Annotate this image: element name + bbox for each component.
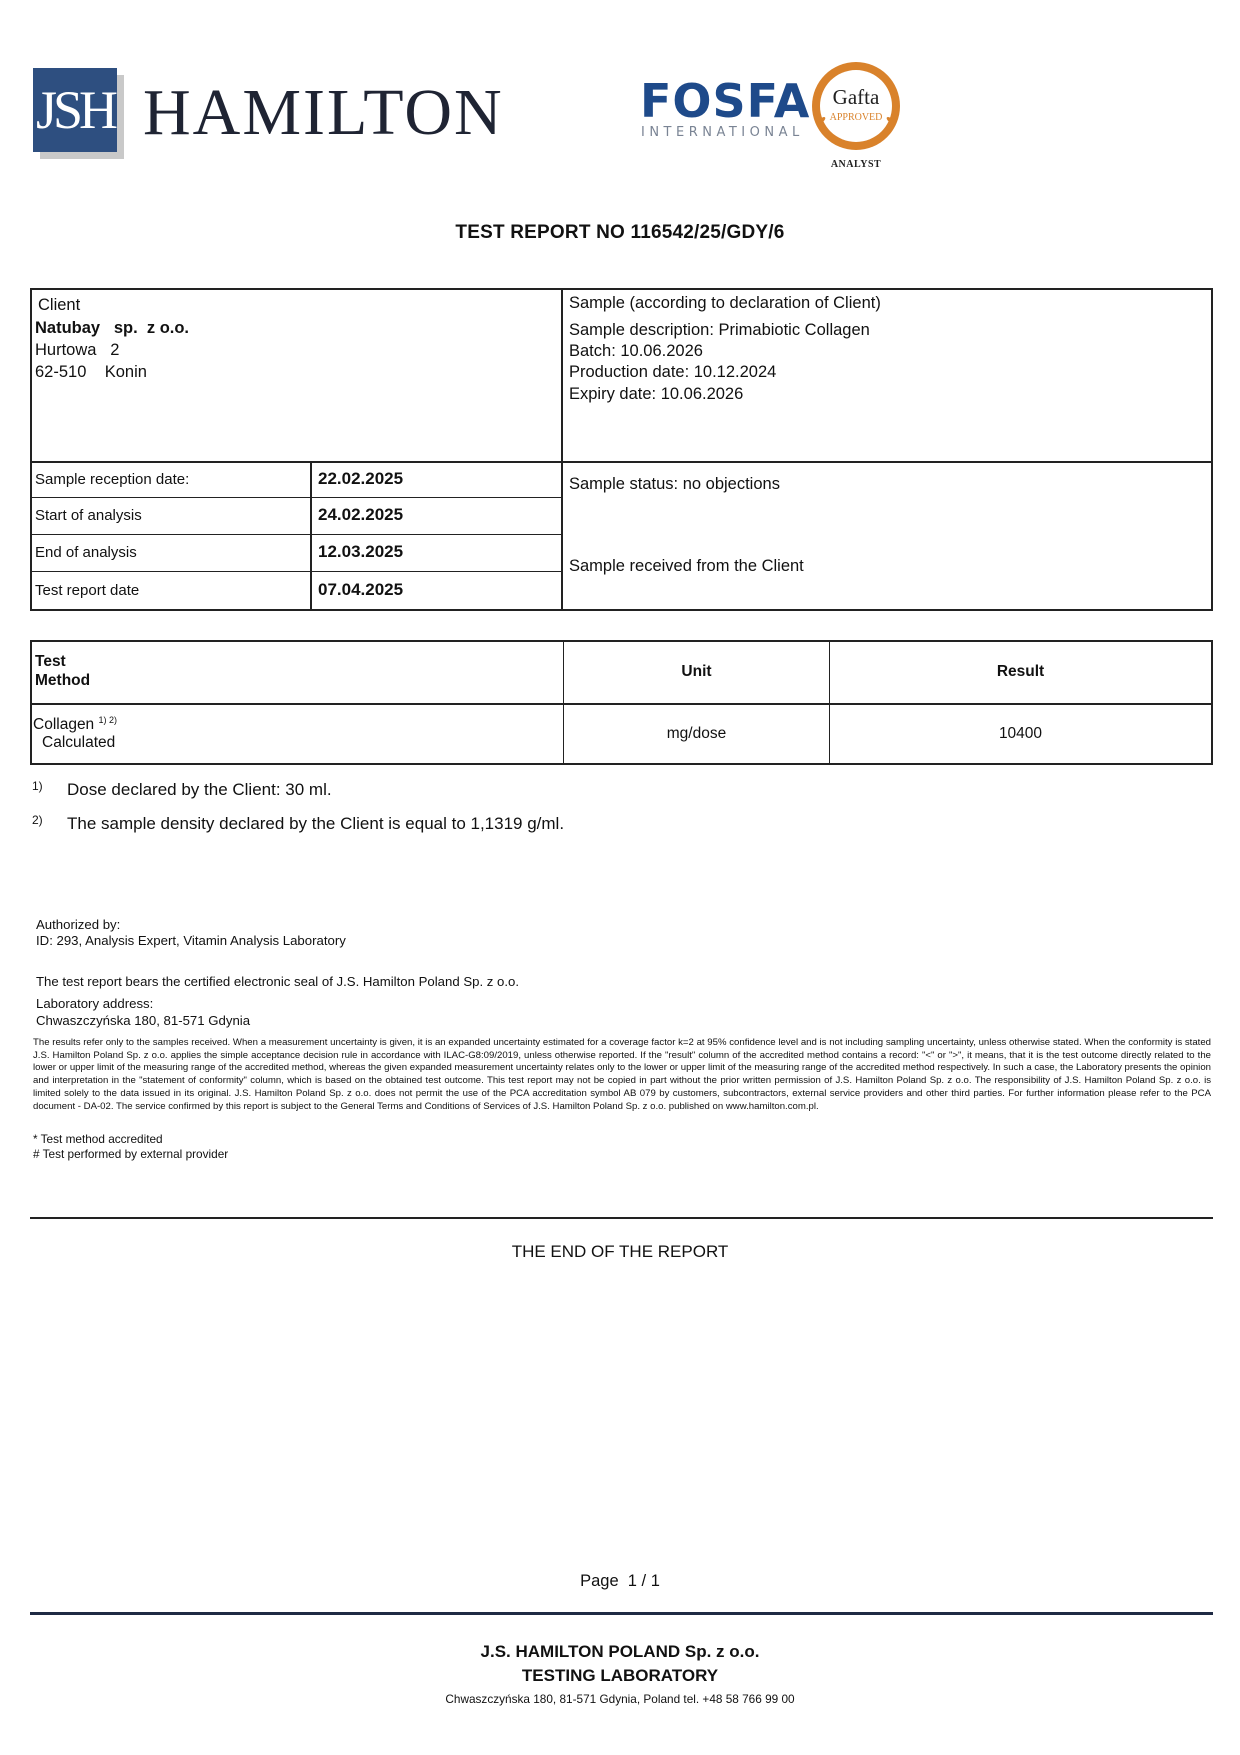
results-header-unit: Unit <box>681 663 712 680</box>
note-2-text: The sample density declared by the Client is equal to 1,1319 g/ml. <box>67 814 565 833</box>
results-header-method: Method <box>35 672 91 689</box>
gafta-analyst-label: ANALYST <box>830 159 882 170</box>
test-result: 10400 <box>998 725 1043 742</box>
page-number: Page 1 / 1 <box>580 1572 660 1590</box>
gafta-approved: APPROVED <box>829 112 883 123</box>
footer-company: J.S. HAMILTON POLAND Sp. z o.o. <box>480 1642 760 1661</box>
client-street: Hurtowa 2 <box>35 341 120 359</box>
footer-lab: TESTING LABORATORY <box>521 1666 719 1685</box>
end-of-report: THE END OF THE REPORT <box>511 1242 729 1261</box>
legend-external: # Test performed by external provider <box>33 1147 229 1161</box>
authorized-by: Authorized by: <box>36 917 121 932</box>
date-value-end: 12.03.2025 <box>318 542 404 561</box>
sample-status: Sample status: no objections <box>569 475 780 493</box>
date-label-reception: Sample reception date: <box>35 471 190 488</box>
report-title: TEST REPORT NO 116542/25/GDY/6 <box>455 222 785 243</box>
end-divider <box>30 1217 1213 1219</box>
sample-expiry-date: Expiry date: 10.06.2026 <box>569 385 744 403</box>
sample-batch: Batch: 10.06.2026 <box>569 342 703 360</box>
note-1-mark: 1) <box>32 779 43 793</box>
test-name: Collagen <box>33 716 95 734</box>
client-heading: Client <box>38 296 81 314</box>
results-header-result: Result <box>996 663 1045 680</box>
date-value-start: 24.02.2025 <box>318 505 404 524</box>
fosfa-logo-text: FOSFA <box>640 74 811 128</box>
gafta-badge-icon <box>808 58 904 154</box>
lab-address-label: Laboratory address: <box>36 996 154 1011</box>
date-label-start: Start of analysis <box>35 507 142 524</box>
note-2-mark: 2) <box>32 813 43 827</box>
disclaimer: The results refer only to the samples received. When a measurement uncertainty is given, it is an expanded uncertainty estimated for a coverage factor k=2 at 95% confidence level and is not including sampling uncertainty, unless otherwise stated. When the conformity is stated J.S. Hamilton Poland Sp. z o.o. applies the simple acceptance decision rule in accordance with ILAC-G8:09/2019, unless otherwise reported. If the "result" column of the accredited method contains a record: "<" or ">", it means, that it is the test outcome directly related to the lower or upper limit of the measuring range of the accredited method, whereas the given expanded measurement uncertainty relates only to the lower or upper limit of the measuring range of the accredited method respectively. In such a case, the Laboratory presents the opinion and interpretation in the "statement of conformity" column, which is based on the obtained test outcome. This test report may not be copied in part without the prior written permission of J.S. Hamilton Poland Sp. z o.o. The responsibility of J.S. Hamilton Poland Sp. z o.o. is limited solely to the data issued in its original. J.S. Hamilton Poland Sp. z o.o. does not permit the use of the PCA accreditation symbol AB 079 by customers, subcontractors, external service providers and other third parties. For further information please refer to the PCA document - DA-02. The service confirmed by this report is subject to the General Terms and Conditions of Services of J.S. Hamilton Poland Sp. z o.o. published on www.hamilton.com.pl. <box>33 1037 1211 1112</box>
results-header-test: Test <box>35 653 66 670</box>
authorized-id: ID: 293, Analysis Expert, Vitamin Analysis Laboratory <box>36 933 346 948</box>
gafta-word: Gafta <box>832 85 880 109</box>
test-unit: mg/dose <box>666 725 727 742</box>
client-city: 62-510 Konin <box>35 363 147 381</box>
sample-heading: Sample (according to declaration of Client) <box>569 294 881 312</box>
seal-statement: The test report bears the certified electronic seal of J.S. Hamilton Poland Sp. z o.o. <box>36 974 520 989</box>
sample-received: Sample received from the Client <box>569 557 804 575</box>
date-value-report: 07.04.2025 <box>318 580 404 599</box>
sample-description: Sample description: Primabiotic Collagen <box>569 321 870 339</box>
test-footnote-marks: 1) 2) <box>98 715 118 725</box>
note-1-text: Dose declared by the Client: 30 ml. <box>67 780 332 799</box>
date-label-end: End of analysis <box>35 544 137 561</box>
client-name: Natubay sp. z o.o. <box>35 319 190 337</box>
legend-accredited: * Test method accredited <box>33 1132 163 1146</box>
sample-production-date: Production date: 10.12.2024 <box>569 363 777 381</box>
footer-divider <box>30 1612 1213 1615</box>
hamilton-logo-text: HAMILTON <box>143 76 504 149</box>
lab-address: Chwaszczyńska 180, 81-571 Gdynia <box>36 1013 251 1028</box>
table-row <box>33 715 117 734</box>
date-value-reception: 22.02.2025 <box>318 469 404 488</box>
date-label-report: Test report date <box>35 582 140 599</box>
hamilton-monogram: JSH <box>35 80 115 140</box>
footer-address: Chwaszczyńska 180, 81-571 Gdynia, Poland tel. +48 58 766 99 00 <box>445 1692 795 1706</box>
fosfa-logo-subtitle: INTERNATIONAL <box>641 125 804 140</box>
test-method: Calculated <box>42 734 116 751</box>
